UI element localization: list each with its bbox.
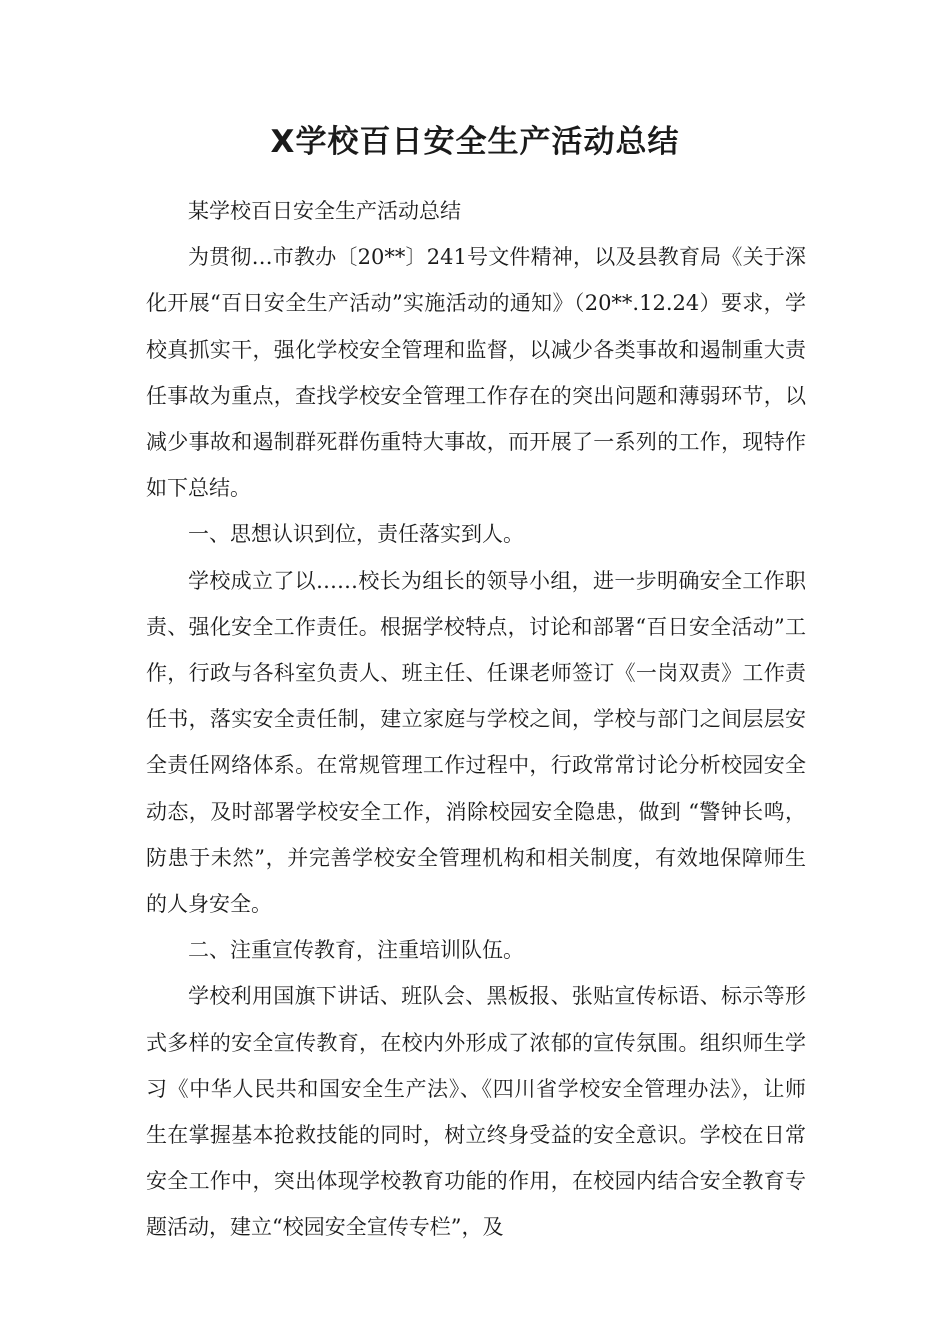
paragraph-section-1: 学校成立了以……校长为组长的领导小组，进一步明确安全工作职责、强化安全工作责任。根据学校特点，讨论和部署“百日安全活动”工作，行政与各科室负责人、班主任、任课老师签订《一岗双责》工作责任书，落实安全责任制，建立家庭与学校之间，学校与部门之间层层安全责任网络体系。在常规管理工作过程中，行政常常讨论分析校园安全动态，及时部署学校安全工作，消除校园安全隐患，做到 “警钟长鸣，防患于未然”，并完善学校安全管理机构和相关制度，有效地保障师生的人身安全。 [146, 568, 806, 917]
document-body [146, 188, 806, 1251]
paragraph-section-2: 学校利用国旗下讲话、班队会、黑板报、张贴宣传标语、标示等形式多样的安全宣传教育，在校内外形成了浓郁的宣传氛围。组织师生学习《中华人民共和国安全生产法》、《四川省学校安全管理办法》，让师生在掌握基本抢救技能的同时，树立终身受益的安全意识。学校在日常安全工作中，突出体现学校教育功能的作用，在校园内结合安全教育专题活动，建立“校园安全宣传专栏”，及 [146, 984, 806, 1240]
document-title: X学校百日安全生产活动总结 [270, 124, 680, 160]
paragraph-intro: 为贯彻…市教办〔20**〕241号文件精神，以及县教育局《关于深化开展“百日安全生产活动”实施活动的通知》（20**.12.24）要求，学校真抓实干，强化学校安全管理和监督，以减少各类事故和遏制重大责任事故为重点，查找学校安全管理工作存在的突出问题和薄弱环节，以减少事故和遏制群死群伤重特大事故，而开展了一系列的工作，现特作如下总结。 [146, 245, 806, 501]
paragraph-heading-repeat: 某学校百日安全生产活动总结 [188, 199, 461, 223]
section-heading-2: 二、注重宣传教育，注重培训队伍。 [188, 938, 524, 963]
section-heading-1: 一、思想认识到位，责任落实到人。 [188, 522, 524, 547]
